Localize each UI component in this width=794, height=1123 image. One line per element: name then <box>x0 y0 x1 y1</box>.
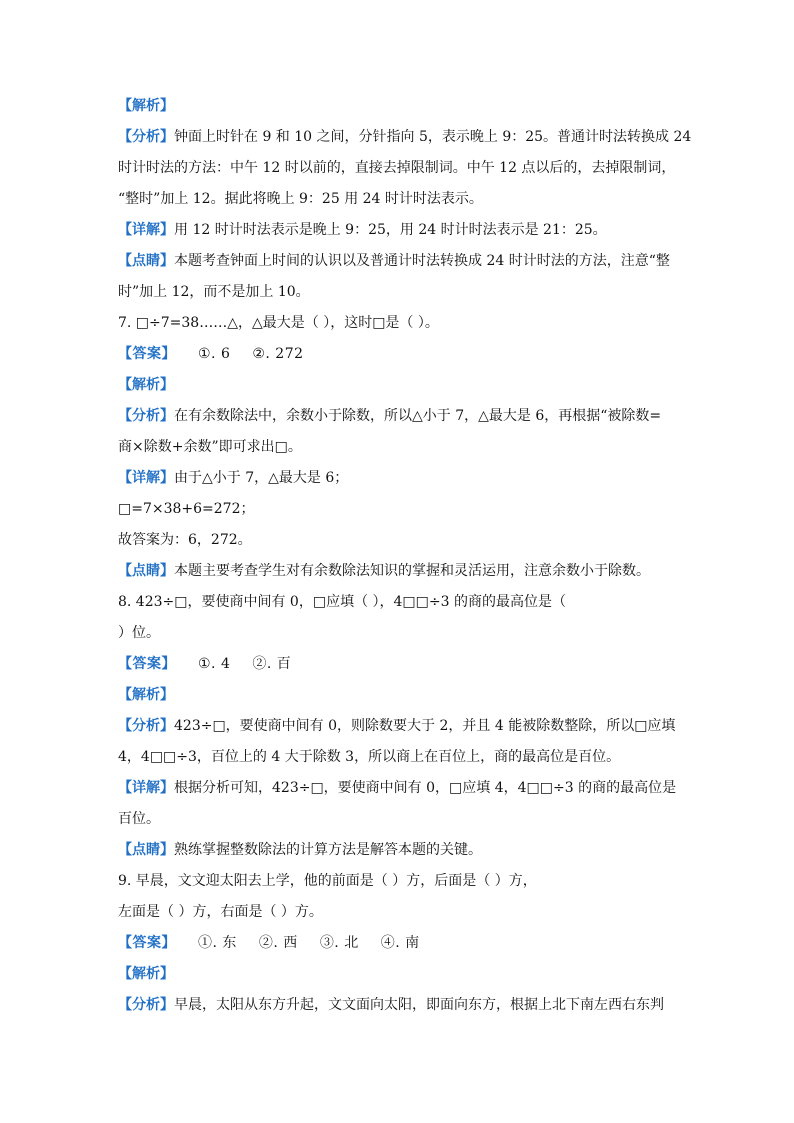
line-text: 时”加上 12，而不是加上 10。 <box>118 284 310 300</box>
answer-line <box>118 933 678 953</box>
answer-option: ②. 百 <box>252 656 292 672</box>
answer-option: ④. 南 <box>380 935 420 951</box>
section-tag: 【分析】 <box>118 408 174 424</box>
line-text: 钟面上时针在 9 和 10 之间，分针指向 5，表示晚上 9：25。普通计时法转换成 24 <box>174 129 692 145</box>
text-line <box>118 158 678 178</box>
line-text: ）位。 <box>118 625 160 641</box>
line-text: “整时”加上 12。据此将晚上 9：25 用 24 时计时法表示。 <box>118 191 483 207</box>
section-tag: 【解析】 <box>118 98 174 114</box>
line-text: 故答案为：6，272。 <box>118 532 252 548</box>
line-text: 本题主要考查学生对有余数除法知识的掌握和灵活运用，注意余数小于除数。 <box>174 563 650 579</box>
section-tag: 【分析】 <box>118 997 174 1013</box>
section-tag: 【点睛】 <box>118 842 174 858</box>
line-text: 商×除数+余数”即可求出□。 <box>118 439 302 455</box>
answer-line <box>118 654 678 674</box>
line-text: 时计时法的方法：中午 12 时以前的，直接去掉限制词。中午 12 点以后的，去掉限制词， <box>118 160 676 176</box>
section-line-fenxi <box>118 995 678 1015</box>
text-line <box>118 189 678 209</box>
text-line <box>118 437 678 457</box>
answer-option: ②. 西 <box>258 935 298 951</box>
line-text: 本题考查钟面上时间的认识以及普通计时法转换成 24 时计时法的方法，注意“整 <box>174 253 670 269</box>
section-line-fenxi <box>118 127 692 147</box>
section-line-dianjing <box>118 840 678 860</box>
line-text: 4，4□□÷3，百位上的 4 大于除数 3，所以商上在百位上，商的最高位是百位。 <box>118 749 621 765</box>
text-line <box>118 499 678 519</box>
section-line-jiexi <box>118 964 678 984</box>
line-text: 423÷□，要使商中间有 0，则除数要大于 2，并且 4 能被除数整除，所以□应填 <box>174 718 676 734</box>
text-line <box>118 871 678 891</box>
text-line <box>118 530 678 550</box>
section-line-fenxi <box>118 406 678 426</box>
section-tag: 【解析】 <box>118 377 174 393</box>
line-text: 7. □÷7=38……△，△最大是（ ），这时□是（ ）。 <box>118 315 439 331</box>
answer-option: ①. 4 <box>198 656 231 672</box>
text-line <box>118 282 678 302</box>
line-text: 由于△小于 7，△最大是 6； <box>174 470 349 486</box>
section-tag: 【详解】 <box>118 222 174 238</box>
section-tag: 【答案】 <box>118 346 176 362</box>
section-line-jiexi <box>118 375 678 395</box>
section-tag: 【详解】 <box>118 470 174 486</box>
text-line <box>118 747 678 767</box>
section-tag: 【解析】 <box>118 966 174 982</box>
line-text: 9. 早晨，文文迎太阳去上学，他的前面是（ ）方，后面是（ ）方， <box>118 873 537 889</box>
line-text: 熟练掌握整数除法的计算方法是解答本题的关键。 <box>174 842 482 858</box>
line-text: 百位。 <box>118 811 160 827</box>
section-line-dianjing <box>118 561 678 581</box>
line-text: 根据分析可知，423÷□，要使商中间有 0，□应填 4，4□□÷3 的商的最高位是 <box>174 780 677 796</box>
section-line-xiangjie <box>118 220 678 240</box>
line-text: 用 12 时计时法表示是晚上 9：25，用 24 时计时法表示是 21：25。 <box>174 222 607 238</box>
section-tag: 【详解】 <box>118 780 174 796</box>
section-tag: 【答案】 <box>118 656 176 672</box>
section-line-xiangjie <box>118 778 678 798</box>
line-text: 在有余数除法中，余数小于除数，所以△小于 7，△最大是 6，再根据“被除数= <box>174 408 662 424</box>
answer-line <box>118 344 678 364</box>
line-text: 左面是（ ）方，右面是（ ）方。 <box>118 904 323 920</box>
section-line-jiexi <box>118 685 678 705</box>
answer-option: ①. 6 <box>198 346 231 362</box>
section-line-dianjing <box>118 251 678 271</box>
answer-option: ③. 北 <box>319 935 359 951</box>
section-line-fenxi <box>118 716 678 736</box>
section-tag: 【解析】 <box>118 687 174 703</box>
section-tag: 【点睛】 <box>118 563 174 579</box>
answer-option: ②. 272 <box>252 346 304 362</box>
section-line-jiexi <box>118 96 678 116</box>
section-tag: 【分析】 <box>118 718 174 734</box>
text-line <box>118 902 678 922</box>
answer-option: ①. 东 <box>198 935 237 951</box>
line-text: 早晨，太阳从东方升起，文文面向太阳，即面向东方，根据上北下南左西右东判 <box>174 997 664 1013</box>
text-line <box>118 313 678 333</box>
section-tag: 【答案】 <box>118 935 176 951</box>
text-line <box>118 592 678 612</box>
text-line <box>118 809 678 829</box>
section-line-xiangjie <box>118 468 678 488</box>
line-text: 8. 423÷□，要使商中间有 0，□应填（ ），4□□÷3 的商的最高位是（ <box>118 594 566 610</box>
line-text: □=7×38+6=272； <box>118 501 255 517</box>
text-line <box>118 623 678 643</box>
section-tag: 【分析】 <box>118 129 174 145</box>
section-tag: 【点睛】 <box>118 253 174 269</box>
